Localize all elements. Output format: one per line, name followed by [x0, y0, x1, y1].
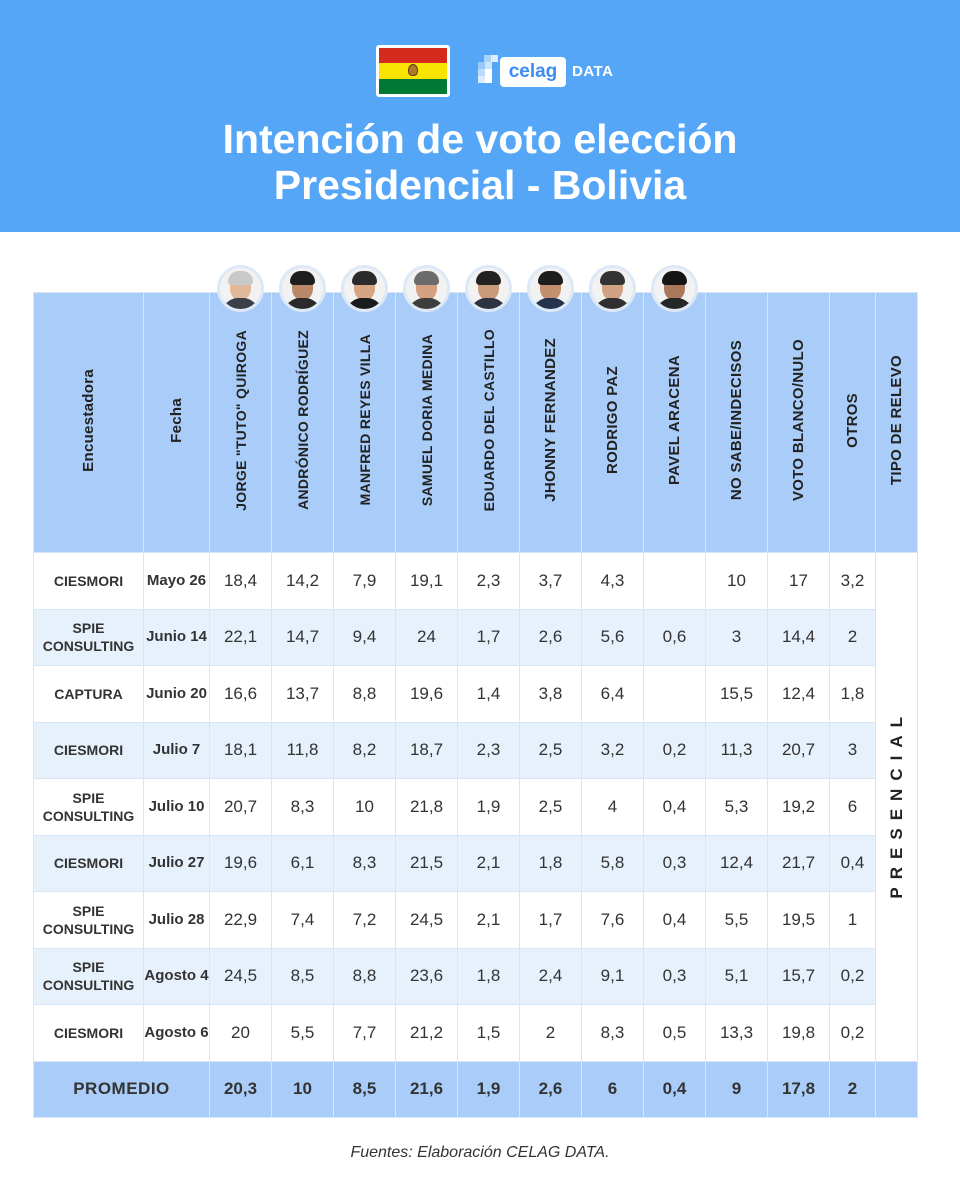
value-cell: 0,6 — [644, 609, 706, 666]
value-cell: 18,7 — [396, 722, 458, 779]
table-row — [34, 948, 918, 1005]
column-header — [210, 293, 272, 553]
column-header — [34, 293, 144, 553]
average-label: PROMEDIO — [34, 1061, 210, 1117]
date-cell: Junio 14 — [144, 609, 210, 666]
value-cell: 9,4 — [334, 609, 396, 666]
date-cell: Agosto 6 — [144, 1005, 210, 1062]
bolivia-flag-icon — [376, 45, 450, 97]
value-cell: 24 — [396, 609, 458, 666]
value-cell: 3,8 — [520, 666, 582, 723]
average-cell: 6 — [582, 1061, 644, 1117]
date-cell: Julio 7 — [144, 722, 210, 779]
column-header — [582, 293, 644, 553]
value-cell: 0,3 — [644, 948, 706, 1005]
column-header — [830, 293, 876, 553]
column-header-label: PAVEL ARACENA — [666, 354, 683, 486]
pollster-cell: SPIE CONSULTING — [34, 892, 144, 949]
value-cell: 15,5 — [706, 666, 768, 723]
value-cell: 23,6 — [396, 948, 458, 1005]
poll-table — [33, 292, 918, 1118]
value-cell: 2,1 — [458, 835, 520, 892]
value-cell: 0,4 — [644, 892, 706, 949]
title-line-1: Intención de voto elección — [222, 116, 738, 162]
value-cell: 2,5 — [520, 779, 582, 836]
value-cell: 20,7 — [210, 779, 272, 836]
value-cell: 3,2 — [830, 553, 876, 610]
average-empty-cell — [876, 1061, 918, 1117]
table-row — [34, 779, 918, 836]
column-header — [272, 293, 334, 553]
value-cell — [644, 666, 706, 723]
value-cell: 7,4 — [272, 892, 334, 949]
value-cell: 13,3 — [706, 1005, 768, 1062]
value-cell: 8,3 — [334, 835, 396, 892]
pollster-cell: CAPTURA — [34, 666, 144, 723]
value-cell: 7,7 — [334, 1005, 396, 1062]
value-cell: 21,5 — [396, 835, 458, 892]
column-header-label: MANFRED REYES VILLA — [356, 334, 373, 506]
survey-type-label: PRESENCIAL — [886, 709, 906, 900]
table-row — [34, 722, 918, 779]
column-header-label: RODRIGO PAZ — [604, 365, 621, 475]
value-cell: 3,2 — [582, 722, 644, 779]
value-cell: 2,5 — [520, 722, 582, 779]
value-cell: 18,1 — [210, 722, 272, 779]
column-header-label: Fecha — [168, 397, 185, 443]
value-cell: 1,8 — [830, 666, 876, 723]
average-cell: 2 — [830, 1061, 876, 1117]
column-header — [644, 293, 706, 553]
value-cell: 0,2 — [830, 1005, 876, 1062]
value-cell: 14,4 — [768, 609, 830, 666]
pollster-cell: SPIE CONSULTING — [34, 948, 144, 1005]
value-cell: 0,5 — [644, 1005, 706, 1062]
column-header — [458, 293, 520, 553]
value-cell: 7,6 — [582, 892, 644, 949]
pollster-cell: SPIE CONSULTING — [34, 609, 144, 666]
value-cell: 19,6 — [210, 835, 272, 892]
average-row — [34, 1061, 918, 1117]
date-cell: Julio 27 — [144, 835, 210, 892]
value-cell: 9,1 — [582, 948, 644, 1005]
logo-wordmark: celag — [500, 57, 566, 87]
date-cell: Mayo 26 — [144, 553, 210, 610]
value-cell: 2,1 — [458, 892, 520, 949]
logo-suffix: DATA — [572, 63, 614, 80]
header-banner — [0, 0, 960, 232]
value-cell: 0,4 — [644, 779, 706, 836]
value-cell: 0,4 — [830, 835, 876, 892]
value-cell: 22,9 — [210, 892, 272, 949]
value-cell: 0,2 — [644, 722, 706, 779]
value-cell: 1,4 — [458, 666, 520, 723]
value-cell: 8,3 — [582, 1005, 644, 1062]
value-cell: 8,8 — [334, 948, 396, 1005]
value-cell: 7,2 — [334, 892, 396, 949]
column-header — [876, 293, 918, 553]
value-cell: 1,5 — [458, 1005, 520, 1062]
value-cell: 12,4 — [768, 666, 830, 723]
value-cell: 8,2 — [334, 722, 396, 779]
value-cell: 3 — [706, 609, 768, 666]
average-cell: 2,6 — [520, 1061, 582, 1117]
pollster-cell: CIESMORI — [34, 1005, 144, 1062]
value-cell: 1,9 — [458, 779, 520, 836]
value-cell — [644, 553, 706, 610]
value-cell: 10 — [334, 779, 396, 836]
column-header — [706, 293, 768, 553]
average-cell: 10 — [272, 1061, 334, 1117]
value-cell: 19,8 — [768, 1005, 830, 1062]
value-cell: 20,7 — [768, 722, 830, 779]
value-cell: 2,3 — [458, 553, 520, 610]
pollster-cell: SPIE CONSULTING — [34, 779, 144, 836]
value-cell: 5,6 — [582, 609, 644, 666]
value-cell: 16,6 — [210, 666, 272, 723]
value-cell: 2 — [520, 1005, 582, 1062]
value-cell: 8,3 — [272, 779, 334, 836]
column-header-label: TIPO DE RELEVO — [888, 354, 905, 486]
average-cell: 1,9 — [458, 1061, 520, 1117]
value-cell: 19,1 — [396, 553, 458, 610]
value-cell: 1,7 — [520, 892, 582, 949]
value-cell: 12,4 — [706, 835, 768, 892]
value-cell: 2,6 — [520, 609, 582, 666]
column-header-label: OTROS — [844, 392, 861, 448]
average-cell: 8,5 — [334, 1061, 396, 1117]
value-cell: 14,2 — [272, 553, 334, 610]
average-cell: 20,3 — [210, 1061, 272, 1117]
column-header — [144, 293, 210, 553]
column-header-label: SAMUEL DORIA MEDINA — [418, 333, 435, 507]
value-cell: 19,5 — [768, 892, 830, 949]
value-cell: 19,6 — [396, 666, 458, 723]
average-cell: 21,6 — [396, 1061, 458, 1117]
value-cell: 5,5 — [706, 892, 768, 949]
date-cell: Julio 10 — [144, 779, 210, 836]
header-row — [34, 293, 918, 553]
value-cell: 13,7 — [272, 666, 334, 723]
survey-type-cell — [876, 553, 918, 1062]
pollster-cell: CIESMORI — [34, 722, 144, 779]
value-cell: 6 — [830, 779, 876, 836]
value-cell: 22,1 — [210, 609, 272, 666]
column-header-label: EDUARDO DEL CASTILLO — [480, 328, 497, 512]
value-cell: 14,7 — [272, 609, 334, 666]
table-row — [34, 666, 918, 723]
average-cell: 0,4 — [644, 1061, 706, 1117]
date-cell: Junio 20 — [144, 666, 210, 723]
column-header — [520, 293, 582, 553]
average-cell: 17,8 — [768, 1061, 830, 1117]
column-header-label: JORGE "TUTO" QUIROGA — [232, 329, 249, 511]
column-header-label: Encuestadora — [80, 368, 97, 472]
value-cell: 24,5 — [210, 948, 272, 1005]
value-cell: 4 — [582, 779, 644, 836]
value-cell: 21,7 — [768, 835, 830, 892]
value-cell: 2 — [830, 609, 876, 666]
value-cell: 20 — [210, 1005, 272, 1062]
table-row — [34, 609, 918, 666]
column-header-label: JHONNY FERNANDEZ — [542, 338, 559, 502]
value-cell: 6,1 — [272, 835, 334, 892]
table-row — [34, 835, 918, 892]
value-cell: 4,3 — [582, 553, 644, 610]
value-cell: 8,8 — [334, 666, 396, 723]
average-cell: 9 — [706, 1061, 768, 1117]
value-cell: 10 — [706, 553, 768, 610]
value-cell: 3,7 — [520, 553, 582, 610]
table-row — [34, 1005, 918, 1062]
column-header-label: NO SABE/INDECISOS — [728, 339, 745, 501]
value-cell: 5,8 — [582, 835, 644, 892]
value-cell: 5,3 — [706, 779, 768, 836]
date-cell: Agosto 4 — [144, 948, 210, 1005]
column-header-label: VOTO BLANCO/NULO — [790, 338, 807, 502]
value-cell: 3 — [830, 722, 876, 779]
value-cell: 19,2 — [768, 779, 830, 836]
column-header — [396, 293, 458, 553]
value-cell: 5,1 — [706, 948, 768, 1005]
title-line-2: Presidencial - Bolivia — [273, 162, 687, 208]
value-cell: 17 — [768, 553, 830, 610]
value-cell: 21,8 — [396, 779, 458, 836]
column-header — [768, 293, 830, 553]
value-cell: 8,5 — [272, 948, 334, 1005]
value-cell: 2,4 — [520, 948, 582, 1005]
value-cell: 1,8 — [458, 948, 520, 1005]
value-cell: 15,7 — [768, 948, 830, 1005]
table-row — [34, 892, 918, 949]
value-cell: 1,8 — [520, 835, 582, 892]
value-cell: 21,2 — [396, 1005, 458, 1062]
value-cell: 11,8 — [272, 722, 334, 779]
pollster-cell: CIESMORI — [34, 553, 144, 610]
source-note: Fuentes: Elaboración CELAG DATA. — [350, 1144, 610, 1161]
value-cell: 0,2 — [830, 948, 876, 1005]
table-body — [34, 553, 918, 1062]
value-cell: 7,9 — [334, 553, 396, 610]
pollster-cell: CIESMORI — [34, 835, 144, 892]
value-cell: 2,3 — [458, 722, 520, 779]
value-cell: 0,3 — [644, 835, 706, 892]
column-header — [334, 293, 396, 553]
value-cell: 24,5 — [396, 892, 458, 949]
value-cell: 6,4 — [582, 666, 644, 723]
table-row — [34, 553, 918, 610]
value-cell: 1,7 — [458, 609, 520, 666]
column-header-label: ANDRÓNICO RODRÍGUEZ — [294, 330, 311, 510]
value-cell: 18,4 — [210, 553, 272, 610]
value-cell: 1 — [830, 892, 876, 949]
date-cell: Julio 28 — [144, 892, 210, 949]
page-title — [0, 116, 960, 208]
value-cell: 5,5 — [272, 1005, 334, 1062]
value-cell: 11,3 — [706, 722, 768, 779]
